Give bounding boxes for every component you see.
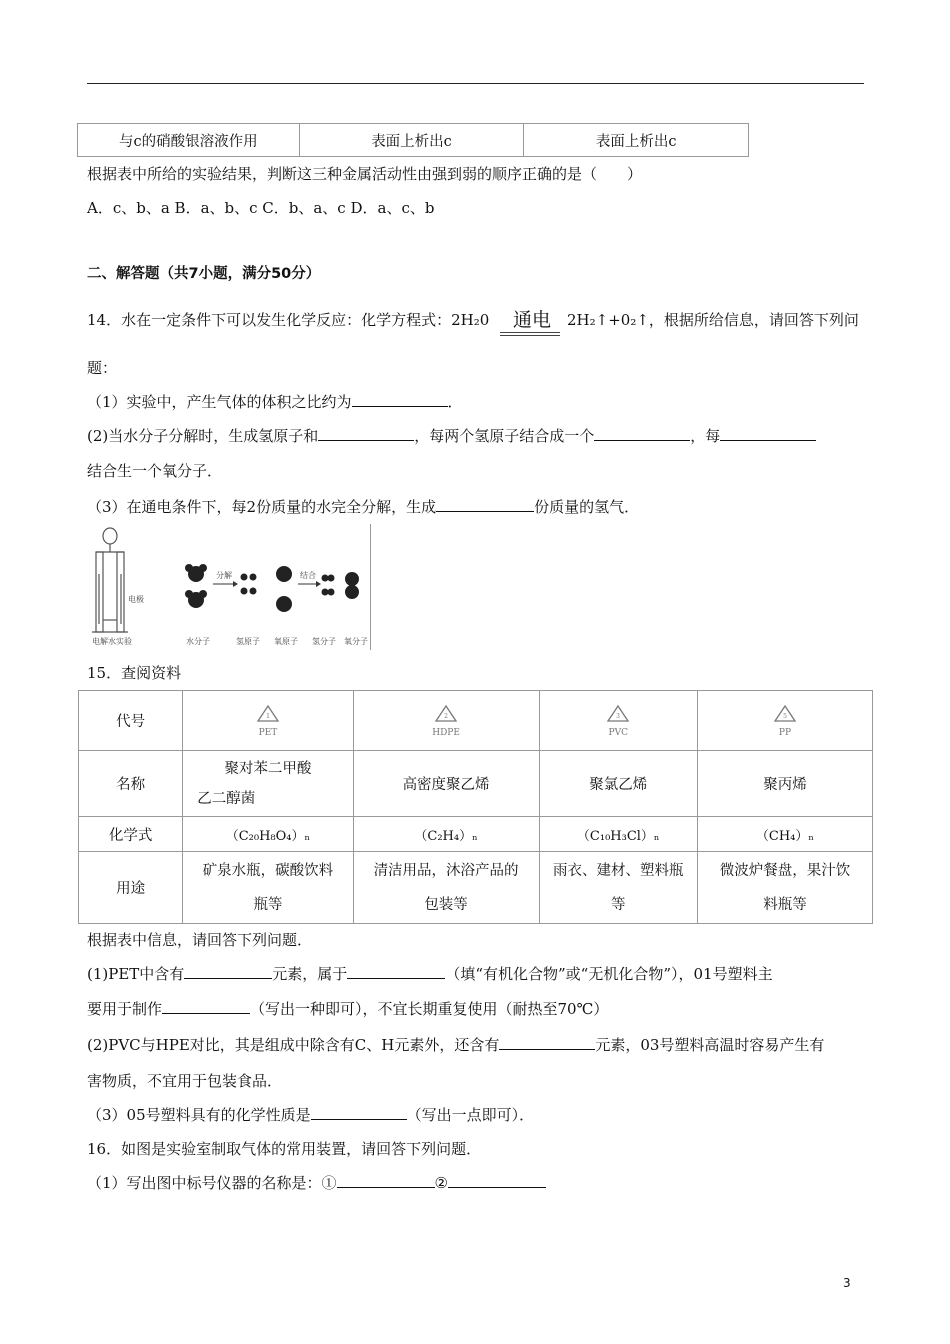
condition-arrow [500, 332, 560, 336]
q13-stem: 根据表中所给的实验结果，判断这三种金属活动性由强到弱的顺序正确的是（ ） [87, 165, 643, 183]
recycle-cell [353, 691, 539, 751]
recycle-code: PET [258, 727, 278, 738]
table-row [79, 852, 873, 924]
q14-sub1-text: （1）实验中，产生气体的体积之比约为 [87, 393, 352, 411]
answer-blank[interactable] [594, 426, 690, 441]
use-cell [697, 852, 872, 924]
svg-text:1: 1 [266, 712, 270, 720]
prev-table [77, 123, 749, 157]
q15-p2-text: 元素，03号塑料高温时容易产生有 [595, 1036, 825, 1054]
answer-blank[interactable] [162, 999, 250, 1014]
q14-sub2 [87, 425, 816, 446]
q15-title: 15．查阅资料 [87, 664, 182, 682]
header-code: 代号 [79, 691, 183, 751]
name-cell: 聚丙烯 [697, 751, 872, 817]
electrolysis-diagram [88, 524, 371, 650]
use-line: 包装等 [424, 896, 468, 913]
use-cell [539, 852, 697, 924]
use-cell [183, 852, 353, 924]
answer-blank[interactable] [337, 1173, 435, 1188]
recycle-cell [539, 691, 697, 751]
label-hydrogen-molecule: 氢分子 [312, 637, 336, 646]
answer-blank[interactable] [436, 497, 534, 512]
q15-p2 [87, 1034, 824, 1055]
q15-p1-text: （填“有机化合物”或“无机化合物”），01号塑料主 [445, 965, 773, 983]
q15-p1-text: 元素，属于 [272, 965, 348, 983]
formula-cell: （CH₄）ₙ [697, 817, 872, 852]
svg-text:3: 3 [616, 712, 621, 720]
svg-text:2: 2 [444, 712, 448, 720]
q16-sub1 [87, 1172, 546, 1193]
recycle-icon [773, 704, 797, 724]
name-line: 乙二醇菌 [197, 790, 256, 807]
answer-blank[interactable] [499, 1035, 595, 1050]
label-hydrogen-atom: 氢原子 [236, 637, 260, 646]
name-cell: 高密度聚乙烯 [353, 751, 539, 817]
answer-blank[interactable] [720, 426, 816, 441]
plastics-table [78, 690, 873, 924]
q15-p1-text: (1)PET中含有 [87, 965, 185, 983]
q15-p1 [87, 963, 773, 984]
hydrogen-atom-icons [241, 574, 257, 595]
q15-p2-cont: 害物质，不宜用于包装食品． [87, 1072, 283, 1090]
recycle-cell [697, 691, 872, 751]
answer-blank[interactable] [448, 1173, 546, 1188]
prev-table-cell: 与c的硝酸银溶液作用 [78, 124, 300, 157]
use-line: 矿泉水瓶，碳酸饮料 [202, 862, 334, 879]
label-water-molecule: 水分子 [186, 637, 210, 646]
label-oxygen-molecule: 氧分子 [344, 637, 368, 646]
recycle-icon [434, 704, 458, 724]
recycle-cell [183, 691, 353, 751]
reaction-condition [500, 305, 564, 336]
use-line: 瓶等 [253, 896, 283, 913]
table-row [79, 691, 873, 751]
q16-stem: 16．如图是实验室制取气体的常用装置，请回答下列问题． [87, 1140, 482, 1158]
header-use: 用途 [79, 852, 183, 924]
q14-sub3 [87, 496, 639, 517]
q14-sub3-end: 份质量的氢气． [534, 498, 640, 516]
q15-p3 [87, 1104, 534, 1125]
answer-blank[interactable] [318, 426, 414, 441]
q16-circle2: ② [434, 1174, 448, 1192]
use-line: 微波炉餐盘，果汁饮 [719, 862, 851, 879]
formula-cell: （C₂H₄）ₙ [353, 817, 539, 852]
label-electrode: 电极 [128, 595, 144, 604]
use-line: 料瓶等 [763, 896, 807, 913]
q14-sub2-text: ，每 [690, 427, 721, 445]
section-title: 二、解答题（共7小题，满分50分） [87, 266, 321, 282]
table-row [79, 751, 873, 817]
prev-table-cell: 表面上析出c [299, 124, 524, 157]
use-line: 雨衣、建材、塑料瓶 [552, 862, 684, 879]
header-formula: 化学式 [79, 817, 183, 852]
answer-blank[interactable] [184, 964, 272, 979]
q15-after: 根据表中信息，请回答下列问题． [87, 931, 313, 949]
q14-sub1 [87, 391, 463, 412]
name-line: 聚对苯二甲酸 [224, 760, 312, 777]
apparatus-icon [92, 528, 128, 632]
header-rule [87, 83, 864, 84]
label-oxygen-atom: 氧原子 [274, 637, 298, 646]
q15-p2-text: (2)PVC与HPE对比，其是组成中除含有C、H元素外，还含有 [87, 1036, 500, 1054]
q14-stem-part1: 14．水在一定条件下可以发生化学反应：化学方程式：2H₂0 [87, 311, 490, 329]
recycle-icon [256, 704, 280, 724]
q14-sub3-text: （3）在通电条件下，每2份质量的水完全分解，生成 [87, 498, 437, 516]
formula-cell: （C₂₀H₈O₄）ₙ [183, 817, 353, 852]
answer-blank[interactable] [352, 392, 448, 407]
label-apparatus: 电解水实验 [92, 637, 132, 646]
oxygen-molecule-icon [345, 572, 359, 599]
name-cell [183, 751, 353, 817]
label-decompose: 分解 [216, 571, 232, 580]
use-line: 等 [610, 896, 626, 913]
q14-stem-part2: 2H₂↑+0₂↑，根据所给信息，请回答下列问 [567, 311, 859, 329]
q13-options: A．c、b、a B．a、b、c C．b、a、c D．a、c、b [87, 199, 435, 217]
q14-sub1-end: ． [447, 393, 463, 411]
page-number: 3 [843, 1276, 851, 1290]
q16-sub1-text: （1）写出图中标号仪器的名称是：① [87, 1174, 337, 1192]
header-name: 名称 [79, 751, 183, 817]
answer-blank[interactable] [347, 964, 445, 979]
condition-label: 通电 [512, 309, 551, 331]
q14-sub2-text: (2)当水分子分解时，生成氢原子和 [87, 427, 319, 445]
q15-p1-text: （写出一种即可），不宜长期重复使用（耐热至70℃） [250, 1000, 609, 1018]
hydrogen-molecule-icons [322, 575, 335, 596]
formula-cell: （C₁₀H₃Cl）ₙ [539, 817, 697, 852]
water-molecule-icons [185, 564, 207, 608]
q15-p3-text: （3）05号塑料具有的化学性质是 [87, 1106, 311, 1124]
q15-p1-cont [87, 998, 608, 1019]
svg-text:5: 5 [783, 712, 787, 720]
label-combine: 结合 [300, 571, 316, 580]
use-cell [353, 852, 539, 924]
use-line: 清洁用品，沐浴产品的 [373, 862, 519, 879]
recycle-icon [606, 704, 630, 724]
q15-p3-text: （写出一点即可）． [406, 1106, 535, 1124]
recycle-code: HDPE [432, 727, 460, 738]
q15-p1-text: 要用于制作 [87, 1000, 163, 1018]
q14-stem-part3: 题： [87, 359, 118, 377]
q14-sub2-cont: 结合生一个氧分子． [87, 462, 223, 480]
oxygen-atom-icons [276, 566, 292, 612]
answer-blank[interactable] [311, 1105, 407, 1120]
prev-table-cell: 表面上析出c [524, 124, 749, 157]
recycle-code: PVC [608, 727, 628, 738]
electrolysis-figure [88, 524, 370, 650]
name-cell: 聚氯乙烯 [539, 751, 697, 817]
q14-sub2-text: ，每两个氢原子结合成一个 [414, 427, 595, 445]
table-row [79, 817, 873, 852]
recycle-code: PP [778, 727, 792, 738]
